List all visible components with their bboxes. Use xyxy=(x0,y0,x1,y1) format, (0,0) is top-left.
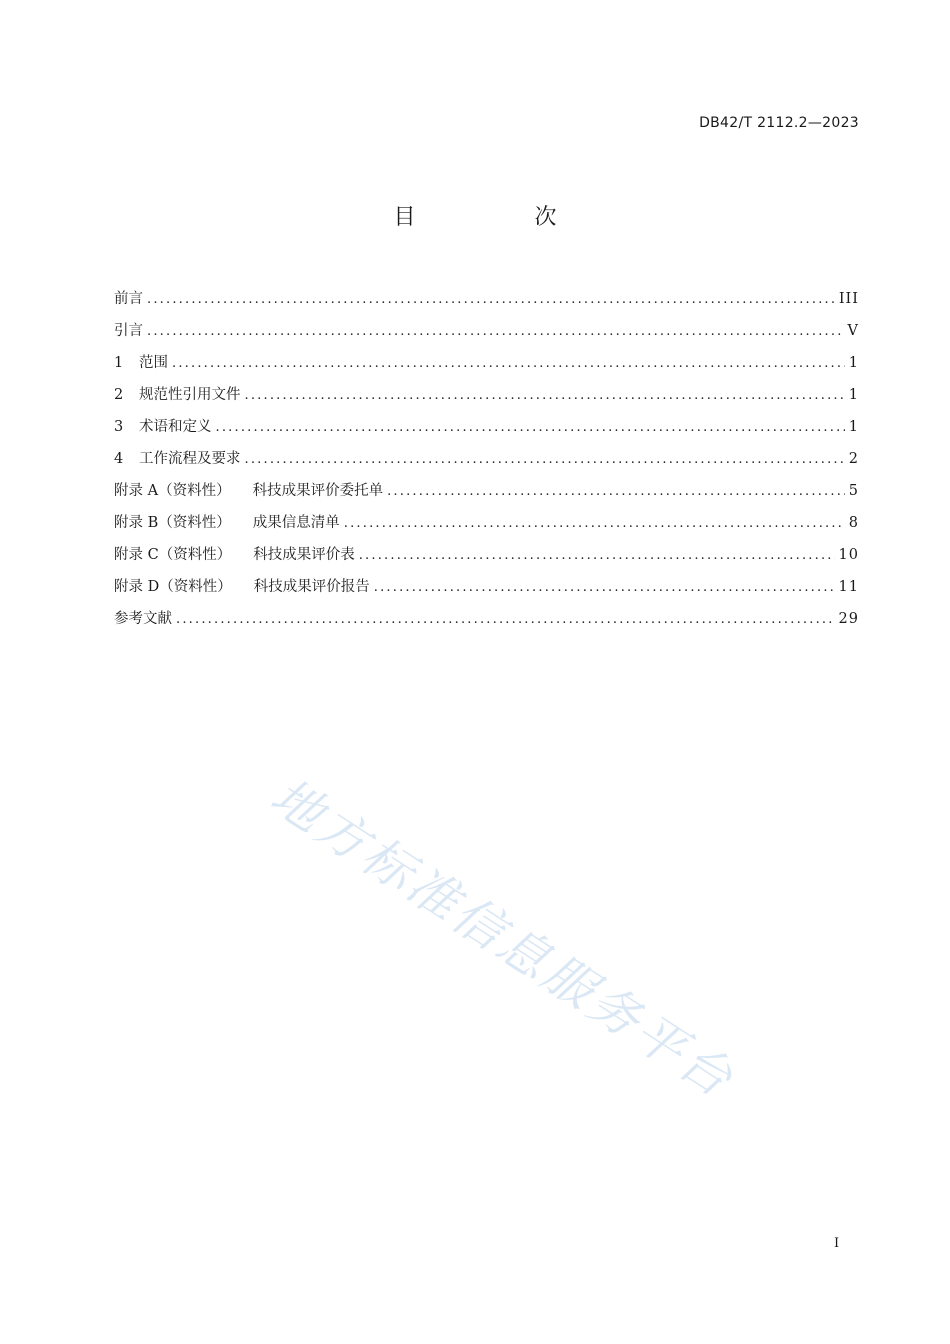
toc-leader-dots xyxy=(359,540,835,571)
toc-section-number: 4 xyxy=(114,451,124,467)
toc-annex-title: 科技成果评价委托单 xyxy=(252,483,384,499)
toc-page-number: 1 xyxy=(848,419,859,435)
toc-label: 附录 D（资料性） 科技成果评价报告 xyxy=(114,571,370,603)
toc-page-number: 1 xyxy=(848,387,859,403)
toc-section-number: 2 xyxy=(114,387,124,403)
toc-leader-dots xyxy=(374,572,835,603)
toc-page-number: 10 xyxy=(838,547,859,563)
page-number: I xyxy=(834,1236,840,1251)
toc-page-number: 29 xyxy=(838,611,859,627)
toc-entry-bibliography[interactable] xyxy=(114,603,859,635)
toc-leader-dots xyxy=(147,316,844,347)
toc-page-number: 11 xyxy=(838,579,859,595)
toc-label: 引言 xyxy=(114,323,143,339)
toc-page-number: III xyxy=(838,291,859,307)
toc-page-number: 8 xyxy=(848,515,859,531)
toc-label: 3 术语和定义 xyxy=(114,411,212,443)
toc-leader-dots xyxy=(344,508,845,539)
toc-section-number: 1 xyxy=(114,355,124,371)
toc-annex-title: 科技成果评价表 xyxy=(253,547,355,563)
toc-page-number: 5 xyxy=(848,483,859,499)
toc-label: 附录 B（资料性） 成果信息清单 xyxy=(114,507,340,539)
toc-entry-introduction[interactable] xyxy=(114,315,859,347)
toc-leader-dots xyxy=(176,604,835,635)
toc-leader-dots xyxy=(216,412,845,443)
toc-leader-dots xyxy=(147,284,835,315)
toc-annex-title: 科技成果评价报告 xyxy=(253,579,370,595)
toc-page-number: V xyxy=(847,323,859,339)
toc-entry-annex-a[interactable] xyxy=(114,475,859,507)
page-title: 目 次 xyxy=(393,205,613,230)
toc-label: 前言 xyxy=(114,291,143,307)
toc-entry-scope[interactable] xyxy=(114,347,859,379)
toc-entry-annex-d[interactable] xyxy=(114,571,859,603)
table-of-contents xyxy=(114,283,859,635)
toc-label: 4 工作流程及要求 xyxy=(114,443,241,475)
toc-page-number: 2 xyxy=(848,451,859,467)
toc-label: 1 范围 xyxy=(114,347,168,379)
toc-entry-foreword[interactable] xyxy=(114,283,859,315)
watermark: 地方标准信息服务平台 xyxy=(260,766,746,1110)
toc-entry-normative-references[interactable] xyxy=(114,379,859,411)
toc-entry-annex-b[interactable] xyxy=(114,507,859,539)
toc-label: 附录 A（资料性） 科技成果评价委托单 xyxy=(114,475,383,507)
toc-entry-annex-c[interactable] xyxy=(114,539,859,571)
toc-entry-terms-definitions[interactable] xyxy=(114,411,859,443)
toc-leader-dots xyxy=(245,444,845,475)
toc-leader-dots xyxy=(387,476,845,507)
toc-label: 2 规范性引用文件 xyxy=(114,379,241,411)
toc-section-number: 3 xyxy=(114,419,124,435)
toc-entry-workflow[interactable] xyxy=(114,443,859,475)
toc-leader-dots xyxy=(245,380,845,411)
toc-label: 附录 C（资料性） 科技成果评价表 xyxy=(114,539,355,571)
toc-page-number: 1 xyxy=(848,355,859,371)
toc-label: 参考文献 xyxy=(114,611,172,627)
toc-annex-title: 成果信息清单 xyxy=(252,515,340,531)
toc-leader-dots xyxy=(172,348,845,379)
document-code: DB42/T 2112.2—2023 xyxy=(699,115,859,131)
